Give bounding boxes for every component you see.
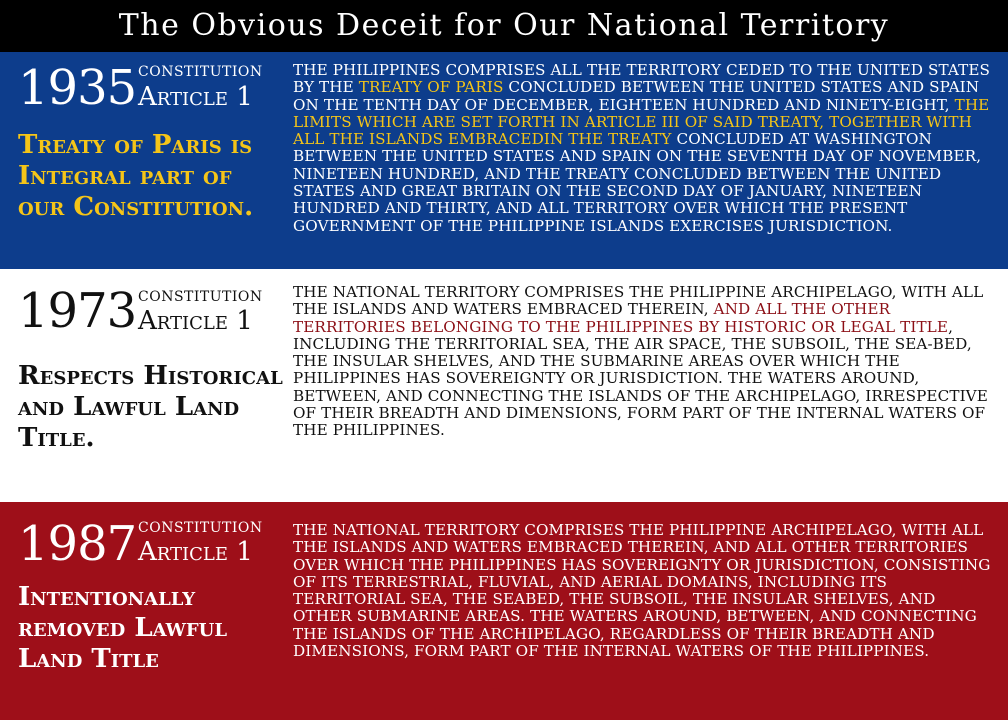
section-1935-heading <box>14 52 284 269</box>
highlighted-text: TREATY OF PARIS <box>358 78 504 97</box>
constitution-label: CONSTITUTION <box>138 520 263 536</box>
year-label: 1973 <box>18 283 137 339</box>
text-part: THE NATIONAL TERRITORY COMPRISES THE PHILIPPINE ARCHIPELAGO, WITH ALL THE ISLANDS AND WATERS EMBRACED THEREIN, <box>293 283 984 319</box>
constitution-label: CONSTITUTION <box>138 64 263 80</box>
section-1973 <box>0 269 1008 502</box>
section-1973-heading <box>14 269 284 502</box>
text-part: THE NATIONAL TERRITORY COMPRISES THE PHILIPPINE ARCHIPELAGO, WITH ALL THE ISLANDS AND WATERS EMBRACED THEREIN, AND ALL OTHER TERRITORIES OVER WHICH THE PHILIPPINES HAS SOVEREIGNTY OR JURISDICTION, CONSISTING OF ITS TERRESTRIAL, FLUVIAL, AND AERIAL DOMAINS, INCLUDING ITS TERRITORIAL SEA, THE SEABED, THE SUBSOIL, THE INSULAR SHELVES, AND OTHER SUBMARINE AREAS. THE WATERS AROUND, BETWEEN, AND CONNECTING THE ISLANDS OF THE ARCHIPELAGO, REGARDLESS OF THEIR BREADTH AND DIMENSIONS, FORM PART OF THE INTERNAL WATERS OF THE PHILIPPINES. <box>293 521 991 661</box>
article-label: Article 1 <box>138 306 253 336</box>
page-title: The Obvious Deceit for Our National Territory <box>0 0 1008 52</box>
section-1987-heading <box>14 502 284 720</box>
article-label: Article 1 <box>138 82 253 112</box>
highlighted-text: THE LIMITS WHICH ARE SET FORTH IN ARTICLE III OF SAID TREATY, TOGETHER WITH ALL THE ISLANDS EMBRACEDIN THE TREATY <box>293 95 990 149</box>
section-1987 <box>0 502 1008 720</box>
article-label: Article 1 <box>138 537 253 567</box>
article-text <box>293 522 998 660</box>
text-part: CONCLUDED BETWEEN THE UNITED STATES AND SPAIN ON THE TENTH DAY OF DECEMBER, EIGHTEEN HUNDRED AND NINETY-EIGHT, <box>293 78 980 114</box>
article-text <box>293 62 998 235</box>
text-part: CONCLUDED AT WASHINGTON BETWEEN THE UNITED STATES AND SPAIN ON THE SEVENTH DAY OF NOVEMBER, NINETEEN HUNDRED, AND THE TREATY CONCLUDED BETWEEN THE UNITED STATES AND GREAT BRITAIN ON THE SECOND DAY OF JANUARY, NINETEEN HUNDRED AND THIRTY, AND ALL TERRITORY OVER WHICH THE PRESENT GOVERNMENT OF THE PHILIPPINE ISLANDS EXERCISES JURISDICTION. <box>293 130 982 235</box>
year-label: 1987 <box>18 516 137 572</box>
article-text <box>293 284 998 440</box>
highlighted-text: AND ALL THE OTHER TERRITORIES BELONGING TO THE PHILIPPINES BY HISTORIC OR LEGAL TITLE <box>293 300 949 336</box>
text-part: THE PHILIPPINES COMPRISES ALL THE TERRITORY CEDED TO THE UNITED STATES BY THE <box>293 61 991 97</box>
year-label: 1935 <box>18 60 137 116</box>
section-note: Intentionally removed Lawful Land Title <box>18 582 228 674</box>
text-part: , INCLUDING THE TERRITORIAL SEA, THE AIR SPACE, THE SUBSOIL, THE SEA-BED, THE INSULAR SHELVES, AND THE SUBMARINE AREAS OVER WHICH THE PHILIPPINES HAS SOVEREIGNTY OR JURISDICTION. THE WATERS AROUND, BETWEEN, AND CONNECTING THE ISLANDS OF THE ARCHIPELAGO, IRRESPECTIVE OF THEIR BREADTH AND DIMENSIONS, FORM PART OF THE INTERNAL WATERS OF THE PHILIPPINES. <box>293 317 988 440</box>
constitution-label: CONSTITUTION <box>138 289 263 305</box>
section-1935 <box>0 52 1008 269</box>
section-note: Treaty of Paris is Integral part of our Constitution. <box>18 130 254 222</box>
section-note: Respects Historical and Lawful Land Title. <box>18 361 283 453</box>
